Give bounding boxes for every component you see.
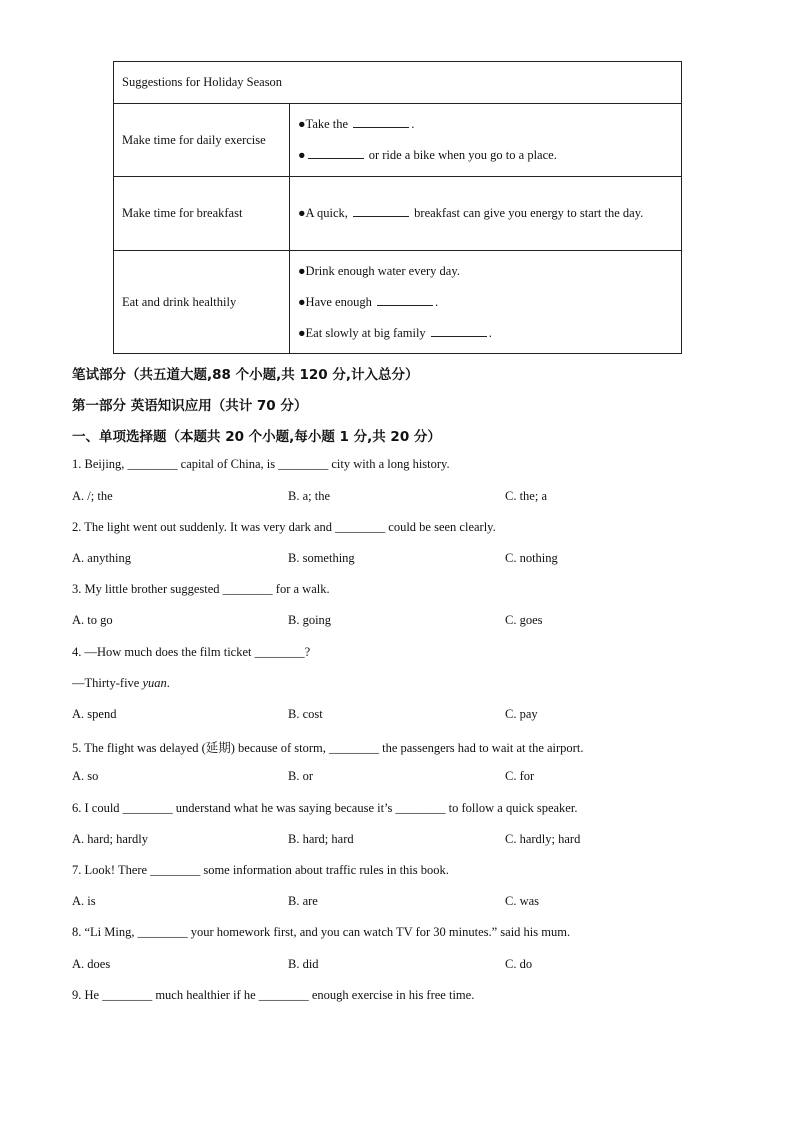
- suggestion-item: ●Drink enough water every day.: [298, 263, 460, 278]
- question-stem: 4. —How much does the film ticket ________?: [72, 645, 311, 659]
- question-stem: 1. Beijing, ________ capital of China, is ________ city with a long history.: [72, 457, 450, 471]
- written-section-header: 笔试部分（共五道大题,88 个小题,共 120 分,计入总分）: [72, 367, 419, 383]
- option-b: B. are: [288, 894, 318, 908]
- option-c: C. pay: [505, 707, 538, 721]
- option-a: A. does: [72, 957, 111, 971]
- question-stem: 2. The light went out suddenly. It was very dark and ________ could be seen clearly.: [72, 520, 496, 534]
- option-c: C. goes: [505, 613, 543, 627]
- table-title: Suggestions for Holiday Season: [114, 62, 682, 104]
- suggestion-item: ● or ride a bike when you go to a place.: [298, 148, 557, 162]
- option-c: C. the; a: [505, 489, 548, 503]
- option-b: B. something: [288, 551, 355, 565]
- answer-blank: [353, 205, 409, 217]
- answer-blank: [353, 116, 409, 128]
- suggestion-item: ●A quick, breakfast can give you energy to start the day.: [298, 206, 644, 220]
- table-row-items: [290, 177, 682, 251]
- option-b: B. going: [288, 613, 332, 627]
- option-a: A. anything: [72, 551, 132, 565]
- answer-blank: [431, 325, 487, 337]
- question-stem: 5. The flight was delayed (延期) because of storm, ________ the passengers had to wait at the airport.: [72, 741, 584, 755]
- option-a: A. /; the: [72, 489, 113, 503]
- question-stem: 9. He ________ much healthier if he ________ enough exercise in his free time.: [72, 988, 475, 1002]
- option-a: A. spend: [72, 707, 117, 721]
- suggestion-item: ●Take the .: [298, 117, 415, 131]
- table-row-items: [290, 251, 682, 354]
- option-c: C. was: [505, 894, 540, 908]
- option-a: A. so: [72, 769, 99, 783]
- option-a: A. hard; hardly: [72, 832, 149, 846]
- table-row-topic: Make time for daily exercise: [114, 104, 290, 177]
- option-b: B. hard; hard: [288, 832, 354, 846]
- suggestion-item: ●Eat slowly at big family .: [298, 325, 492, 340]
- answer-blank: [377, 294, 433, 306]
- table-row-items: [290, 104, 682, 177]
- part-one-header: 第一部分 英语知识应用（共计 70 分）: [72, 398, 308, 414]
- answer-blank: [308, 147, 364, 159]
- option-b: B. or: [288, 769, 313, 783]
- option-a: A. to go: [72, 613, 113, 627]
- option-a: A. is: [72, 894, 96, 908]
- suggestions-table: [113, 61, 682, 354]
- option-c: C. do: [505, 957, 533, 971]
- option-c: C. nothing: [505, 551, 558, 565]
- question-answer-line: —Thirty-five yuan.: [72, 676, 170, 690]
- multiple-choice-header: 一、单项选择题（本题共 20 个小题,每小题 1 分,共 20 分）: [72, 429, 441, 445]
- option-c: C. hardly; hard: [505, 832, 581, 846]
- question-stem: 3. My little brother suggested ________ for a walk.: [72, 582, 330, 596]
- option-b: B. did: [288, 957, 319, 971]
- question-stem: 7. Look! There ________ some information about traffic rules in this book.: [72, 863, 449, 877]
- option-c: C. for: [505, 769, 535, 783]
- option-b: B. a; the: [288, 489, 331, 503]
- table-row-topic: Make time for breakfast: [114, 177, 290, 251]
- option-b: B. cost: [288, 707, 323, 721]
- table-row-topic: Eat and drink healthily: [114, 251, 290, 354]
- question-stem: 6. I could ________ understand what he was saying because it’s ________ to follow a quick speaker.: [72, 801, 578, 815]
- question-stem: 8. “Li Ming, ________ your homework first, and you can watch TV for 30 minutes.” said his mum.: [72, 925, 571, 939]
- suggestion-item: ●Have enough .: [298, 294, 439, 309]
